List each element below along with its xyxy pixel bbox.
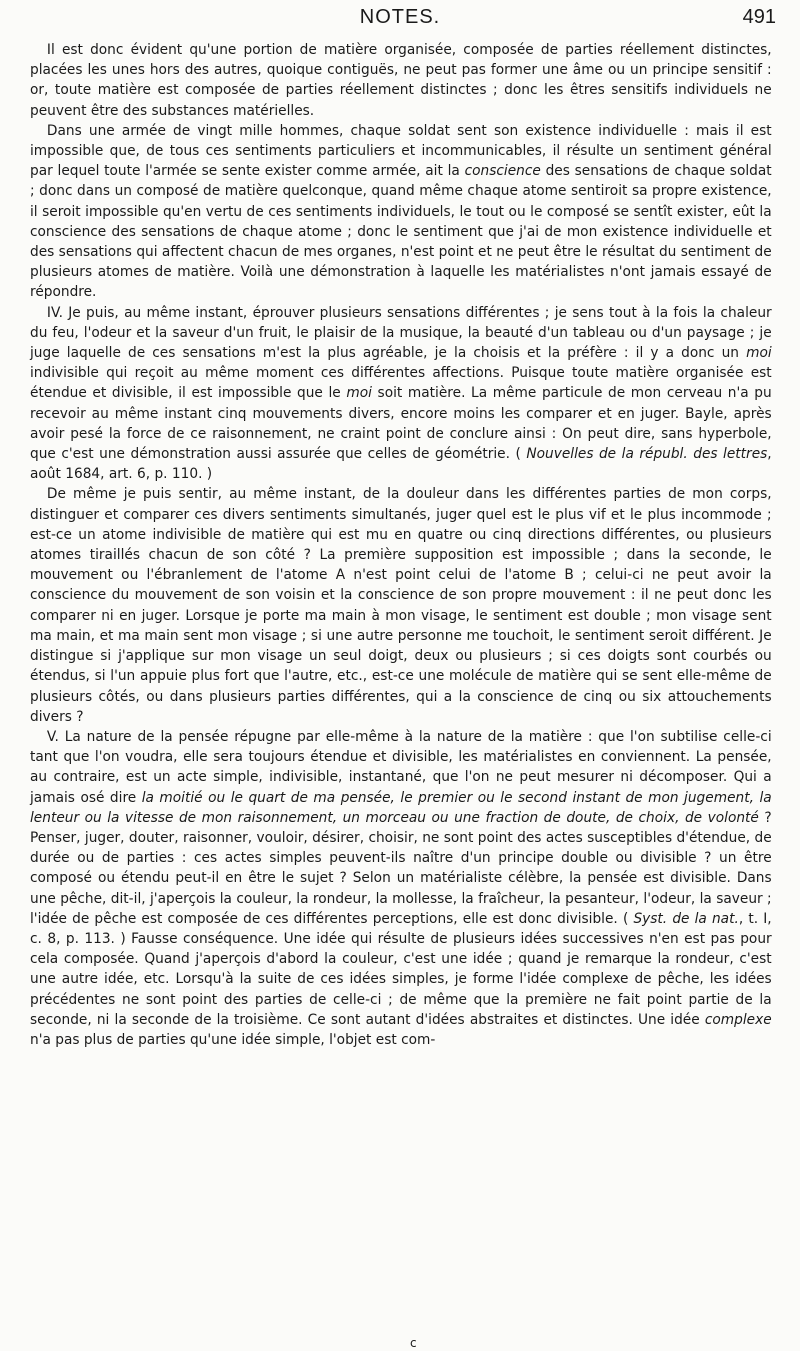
italic-text: Nouvelles de la républ. des lettres xyxy=(526,445,768,463)
text-run: indivisible qui reçoit au même moment ces différentes affections. Puisque toute matière organisée est étendue et divisible, il est impossible que le xyxy=(30,364,772,402)
text-run: V. La nature de la pensée répugne par elle-même à la nature de la matière : que l'on subtilise celle-ci tant que l'on voudra, elle sera toujours étendue et divisible, les matérialistes en conviennent. La pensée, au contraire, est un acte simple, indivisible, instantané, que l'on ne peut mesurer ni décomposer. Qui a jamais osé dire xyxy=(30,727,772,806)
text-run: Dans une armée de vingt mille hommes, chaque soldat sent son existence individuelle : mais il est impossible que, de tous ces sentiments particuliers et incommunicables, il résulte un sentiment général par lequel toute l'armée se sente exister comme armée, ait la xyxy=(30,121,772,180)
text-run: soit matière. La même particule de mon cerveau n'a pu recevoir au même instant cinq mouvements divers, encore moins les comparer et en juger. Bayle, après avoir pesé la force de ce raisonnement, ne craint point de conclure ainsi : On peut dire, sans hyperbole, que c'est une démonstration aussi assurée que celles de géométrie. ( xyxy=(30,384,772,463)
italic-text: conscience xyxy=(464,162,541,180)
text-run: ? Penser, juger, douter, raisonner, vouloir, désirer, choisir, ne sont point des actes susceptibles d'étendue, de durée ou de parties : ces actes simples peuvent-ils naître d'un principe double ou divisible ? un être composé ou étendu peut-il en être le sujet ? Selon un matérialiste célèbre, la pensée est divisible. Dans une pêche, dit-il, j'aperçois la couleur, la rondeur, la mollesse, la fraîcheur, la pesanteur, l'odeur, la saveur ; l'idée de pêche est composée de ces différentes perceptions, elle est donc divisible. ( xyxy=(30,808,772,927)
paragraph xyxy=(30,303,772,485)
running-head: NOTES. xyxy=(359,6,441,28)
paragraph xyxy=(30,121,772,303)
body-text xyxy=(30,40,772,1050)
text-run: IV. Je puis, au même instant, éprouver plusieurs sensations différentes ; je sens tout à la fois la chaleur du feu, l'odeur et la saveur d'un fruit, le plaisir de la musique, la beauté d'un tableau ou d'un paysage ; je juge laquelle de ces sensations m'est la plus agréable, je la choisis et la préfère : il y a donc un xyxy=(30,303,772,362)
text-run: , t. I, c. 8, p. 113. ) Fausse conséquence. Une idée qui résulte de plusieurs idées successives n'en est pas pour cela composée. Quand j'aperçois d'abord la couleur, c'est une idée ; quand je remarque la rondeur, c'est une autre idée, etc. Lorsqu'à la suite de ces idées simples, je forme l'idée complexe de pêche, les idées précédentes ne sont point des parties de celle-ci ; de même que la première ne fait point partie de la seconde, ni la seconde de la troisième. Ce sont autant d'idées abstraites et distinctes. Une idée xyxy=(30,909,772,1028)
italic-text: moi xyxy=(346,384,372,402)
text-run: Il est donc évident qu'une portion de matière organisée, composée de parties réellement distinctes, placées les unes hors des autres, quoique contiguës, ne peut pas former une âme ou un principe sensitif : or, toute matière est composée de parties réellement distinctes ; donc les êtres sensitifs individuels ne peuvent être des substances matérielles. xyxy=(30,41,772,119)
italic-text: moi xyxy=(746,344,772,362)
italic-text: Syst. de la nat. xyxy=(633,909,739,927)
italic-text: la moitié ou le quart de ma pensée, le premier ou le second instant de mon jugement, la lenteur ou la vitesse de mon raisonnement, un morceau ou une fraction de doute, de choix, de volonté xyxy=(30,788,772,826)
page-header xyxy=(0,6,800,36)
text-run: , août 1684, art. 6, p. 110. ) xyxy=(30,445,772,483)
paragraph xyxy=(30,727,772,1050)
paragraph xyxy=(30,40,772,121)
text-run: De même je puis sentir, au même instant, de la douleur dans les différentes parties de mon corps, distinguer et comparer ces divers sentiments simultanés, juger quel est le plus vif et le plus incommode ; est-ce un atome indivisible de matière qui est mu en quatre ou cinq directions différentes, ou plusieurs atomes tiraillés chacun de son côté ? La première supposition est impossible ; dans la seconde, le mouvement ou l'ébranlement de l'atome A n'est point celui de l'atome B ; celui-ci ne peut avoir la conscience du mouvement de son voisin et la conscience de son propre mouvement : il ne peut donc les comparer ni en juger. Lorsque je porte ma main à mon visage, le sentiment est double ; mon visage sent ma main, et ma main sent mon visage ; si une autre personne me touchoit, le sentiment seroit différent. Je distingue si j'applique sur mon visage un seul doigt, deux ou plusieurs ; si ces doigts sont courbés ou étendus, si l'un appuie plus fort que l'autre, etc., est-ce une molécule de matière qui se sent elle-même de plusieurs côtés, ou dans plusieurs parties différentes, qui a la conscience de cinq ou six attouchements divers ? xyxy=(30,485,772,725)
paragraph xyxy=(30,484,772,726)
signature-mark: c xyxy=(410,1336,417,1350)
text-run: n'a pas plus de parties qu'une idée simple, l'objet est com- xyxy=(30,1030,436,1048)
text-run: des sensations de chaque soldat ; donc dans un composé de matière quelconque, quand même chaque atome sentiroit sa propre existence, il seroit impossible qu'en vertu de ces sentiments individuels, le tout ou le composé se sentît exister, eût la conscience des sensations de chaque atome ; donc le sentiment que j'ai de mon existence individuelle et des sensations qui affectent chacun de mes organes, n'est point et ne peut être le résultat du sentiment de plusieurs atomes de matière. Voilà une démonstration à laquelle les matérialistes n'ont jamais essayé de répondre. xyxy=(30,162,772,301)
italic-text: complexe xyxy=(704,1010,772,1028)
page-number: 491 xyxy=(742,6,776,28)
